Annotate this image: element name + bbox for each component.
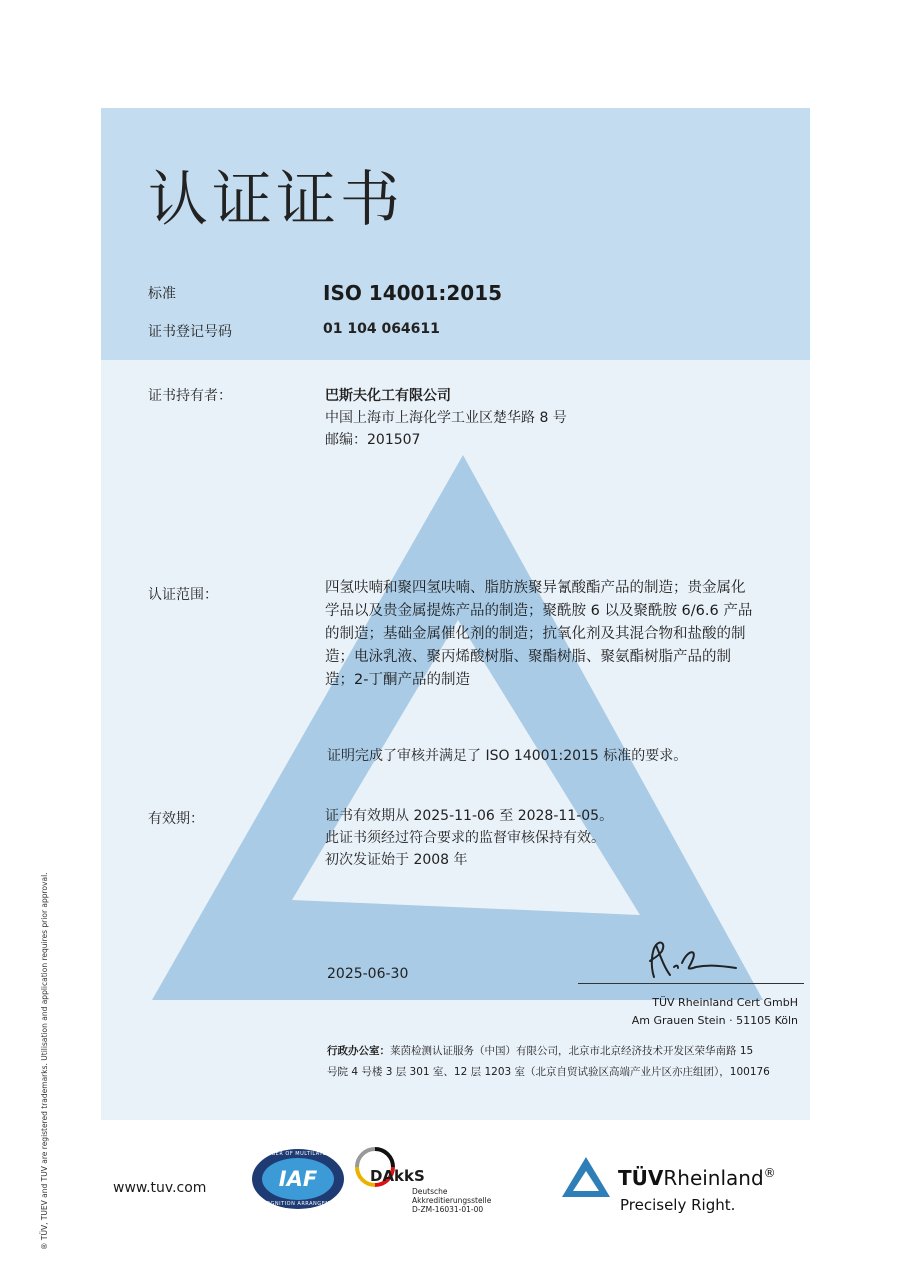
dakks-logo [355, 1147, 505, 1219]
registration-number: 01 104 064611 [323, 321, 440, 337]
brand-registered: ® [763, 1166, 776, 1180]
scope-text [325, 577, 795, 692]
dakks-text [412, 1187, 491, 1214]
issue-date: 2025-06-30 [327, 966, 409, 982]
iaf-ring-bottom: RECOGNITION ARRANGEMENT [254, 1201, 342, 1207]
standard-value: ISO 14001:2015 [323, 281, 503, 305]
admin-office [327, 1041, 807, 1083]
holder-address: 中国上海市上海化学工业区楚华路 8 号 [325, 410, 567, 426]
scope-label: 认证范围： [148, 587, 218, 603]
compliance-statement: 证明完成了审核并满足了 ISO 14001:2015 标准的要求。 [327, 748, 688, 764]
validity-line: 初次发证始于 2008 年 [325, 852, 468, 868]
validity-line: 此证书须经过符合要求的监督审核保持有效。 [325, 830, 605, 846]
brand-slogan: Precisely Right. [620, 1196, 736, 1214]
certificate-title: 认证证书 [148, 165, 404, 235]
signature-image [640, 935, 750, 983]
office-label: 行政办公室： [327, 1045, 390, 1057]
issuer-block [560, 994, 798, 1030]
tuv-brand [618, 1166, 776, 1190]
footer-url: www.tuv.com [113, 1180, 207, 1196]
scope-line: 的制造；基础金属催化剂的制造；抗氧化剂及其混合物和盐酸的制 [325, 626, 746, 642]
standard-label: 标准 [148, 286, 176, 302]
scope-line: 四氢呋喃和聚四氢呋喃、脂肪族聚异氰酸酯产品的制造；贵金属化 [325, 580, 746, 596]
issuer-name: TÜV Rheinland Cert GmbH [652, 996, 798, 1009]
trademark-side-note: ® TÜV, TUEV and TUV are registered trademarks. Utilisation and application requires prior approval. [40, 872, 49, 1250]
dakks-id: D-ZM-16031-01-00 [412, 1205, 484, 1214]
scope-line: 学品以及贵金属提炼产品的制造；聚酰胺 6 以及聚酰胺 6/6.6 产品 [325, 603, 753, 619]
validity-text [325, 805, 613, 871]
brand-tuv: TÜV [618, 1166, 664, 1190]
dakks-line1: Deutsche [412, 1187, 448, 1196]
validity-line: 证书有效期从 2025-11-06 至 2028-11-05。 [325, 808, 614, 824]
holder-label: 证书持有者： [148, 388, 232, 404]
scope-line: 造；电泳乳液、聚丙烯酸树脂、聚酯树脂、聚氨酯树脂产品的制 [325, 649, 731, 665]
tuv-triangle-icon [560, 1155, 612, 1199]
iaf-logo [250, 1147, 346, 1211]
iaf-ring-top: MEMBER OF MULTILATERAL [258, 1151, 338, 1157]
holder-postcode: 邮编：201507 [325, 432, 421, 448]
dakks-line2: Akkreditierungsstelle [412, 1196, 492, 1205]
validity-label: 有效期： [148, 811, 204, 827]
iaf-text: IAF [278, 1167, 318, 1191]
office-text-1: 莱茵检测认证服务（中国）有限公司，北京市北京经济技术开发区荣华南路 15 [390, 1045, 754, 1057]
dakks-name: DAkkS [370, 1167, 425, 1185]
holder-name: 巴斯夫化工有限公司 [325, 388, 451, 404]
signature-line [578, 983, 804, 984]
scope-line: 造；2-丁酮产品的制造 [325, 672, 470, 688]
issuer-address: Am Grauen Stein · 51105 Köln [631, 1014, 798, 1027]
brand-rheinland: Rheinland [663, 1166, 764, 1190]
office-text-2: 号院 4 号楼 3 层 301 室、12 层 1203 室（北京自贸试验区高端产业片区亦庄组团），100176 [327, 1066, 770, 1078]
registration-label: 证书登记号码 [148, 324, 232, 340]
